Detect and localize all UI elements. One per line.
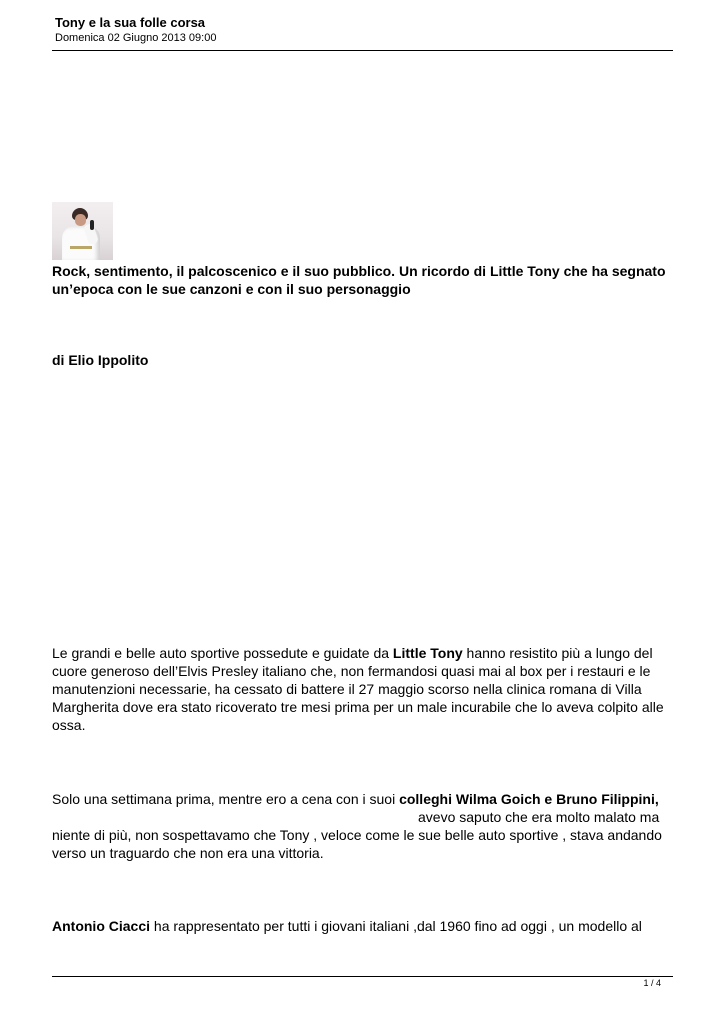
paragraph-3 [52,917,677,935]
paragraph-1-after: hanno resistito più a lungo del cuore generoso dell’Elvis Presley italiano che, non fermandosi quasi mai al box per i restauri e le manutenzioni necessarie, ha cessato di battere il 27 maggio scorso nella clinica romana di Villa Margherita dove era stato ricoverato tre mesi prima per un male incurabile che lo aveva colpito alle ossa. [52,645,664,733]
paragraph-2-bold: colleghi Wilma Goich e Bruno Filippini, [399,791,659,807]
article-title: Tony e la sua folle corsa [55,15,206,30]
paragraph-2-before: Solo una settimana prima, mentre ero a cena con i suoi [52,791,400,807]
page-number: 1 / 4 [643,978,661,988]
paragraph-1-before: Le grandi e belle auto sportive possedute e guidate da [52,645,393,661]
paragraph-2 [52,790,677,862]
paragraph-3-bold: Antonio Ciacci [52,918,151,934]
paragraph-2-after: avevo saputo che era molto malato ma niente di più, non sospettavamo che Tony , veloce come le sue belle auto sportive , stava andando verso un traguardo che non era una vittoria. [52,809,662,861]
little-tony-photo [52,202,113,260]
paragraph-1 [52,644,677,734]
paragraph-1-bold: Little Tony [392,645,463,661]
article-lead: Rock, sentimento, il palcoscenico e il suo pubblico. Un ricordo di Little Tony che ha segnato un’epoca con le sue canzoni e con il suo personaggio [52,263,666,297]
page-header [55,15,673,45]
footer-divider [52,976,673,977]
paragraph-3-after: ha rappresentato per tutti i giovani italiani ,dal 1960 fino ad oggi , un modello al [150,918,642,934]
header-divider [52,50,673,51]
article-byline: di Elio Ippolito [52,352,149,368]
article-date: Domenica 02 Giugno 2013 09:00 [55,32,217,44]
